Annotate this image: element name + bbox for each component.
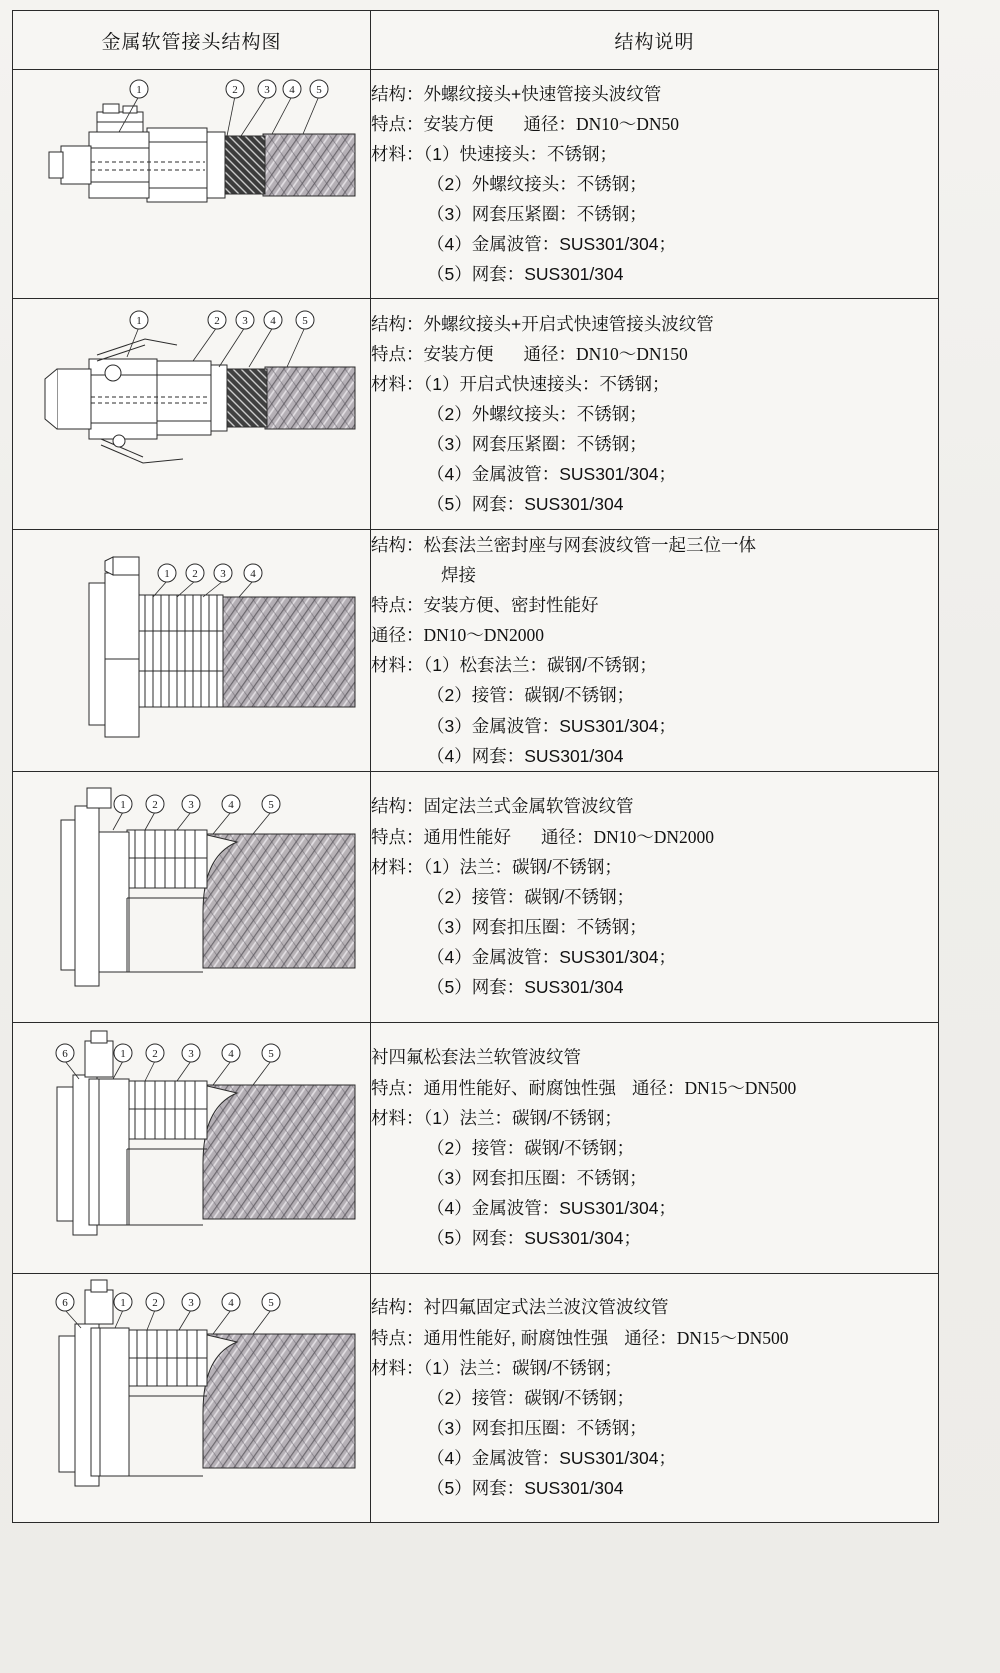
material-label: 材料： [371,1357,424,1378]
description-cell-6 [371,1273,939,1522]
callout-3 [214,564,232,582]
structure-label: 结构： [371,796,424,817]
callout-1 [158,564,176,582]
svg-text:5: 5 [301,315,308,327]
svg-text:4: 4 [227,798,234,811]
structure-value: 松套法兰密封座与网套波纹管一起三位一体 [423,535,756,555]
svg-text:6: 6 [61,1047,68,1060]
material-item: （3）网套压紧圈：不锈钢； [427,204,647,225]
callout-4 [222,795,240,813]
material-label: 材料： [371,373,424,394]
callout-2 [226,80,244,98]
material-item: （4）金属波管：SUS301/304； [427,1447,676,1468]
callout-3 [182,795,200,813]
material-item: （3）网套扣压圈：不锈钢； [427,1417,647,1438]
material-item: （4）金属波管：SUS301/304； [427,234,676,255]
svg-text:4: 4 [227,1296,234,1309]
callout-1 [130,80,148,98]
feature-value: 安装方便、密封性能好 [423,595,599,616]
svg-text:3: 3 [219,568,226,581]
callout-2 [146,795,164,813]
table-row [13,1273,939,1522]
material-item: （2）接管：碳钢/不锈钢； [427,886,635,907]
material-item: （2）接管：碳钢/不锈钢； [427,1387,635,1408]
svg-text:2: 2 [151,1047,158,1060]
material-item: （5）网套：SUS301/304； [427,1227,641,1248]
callout-3 [182,1044,200,1062]
dn-label: 通径： [523,343,576,364]
svg-text:2: 2 [191,568,198,581]
structure-value-cont: 焊接 [441,565,476,586]
svg-text:2: 2 [151,798,158,811]
svg-text:3: 3 [187,1296,194,1309]
structure-label: 结构： [371,1297,424,1318]
callout-6 [56,1044,74,1062]
header-description: 结构说明 [371,11,939,70]
diagram-row-3 [27,539,357,761]
material-item: （2）接管：碳钢/不锈钢； [427,1137,635,1158]
callout-4 [264,311,282,329]
svg-text:3: 3 [187,798,194,811]
material-item: （5）网套：SUS301/304 [427,494,624,515]
feature-label: 特点： [371,1077,424,1098]
material-item: （2）外螺纹接头：不锈钢； [427,403,647,424]
feature-value: 安装方便 [423,113,494,134]
dn-label: 通径： [371,625,424,646]
figure-ptfe-fixed-flange [13,1274,370,1522]
figure-cell-4 [13,771,371,1022]
callout-1 [114,795,132,813]
structure-value: 固定法兰式金属软管波纹管 [423,796,634,817]
svg-text:1: 1 [135,84,142,96]
callout-5 [262,795,280,813]
material-item: （1）法兰：碳钢/不锈钢； [423,1357,622,1378]
svg-text:5: 5 [267,1047,274,1060]
material-label: 材料： [371,1107,424,1128]
callout-2 [208,311,226,329]
figure-cell-3 [13,530,371,772]
svg-text:1: 1 [119,1296,126,1309]
material-item: （3）金属波管：SUS301/304； [427,715,676,736]
dn-label: 通径： [632,1077,685,1098]
structure-value: 外螺纹接头+快速管接头波纹管 [423,83,662,104]
material-item: （1）快速接头：不锈钢； [423,143,617,164]
structure-value: 衬四氟松套法兰软管波纹管 [371,1047,581,1068]
structure-value: 外螺纹接头+开启式快速管接头波纹管 [423,313,714,334]
figure-cell-2 [13,299,371,530]
structure-label: 结构： [371,313,424,334]
callout-4 [222,1293,240,1311]
callout-2 [146,1293,164,1311]
svg-text:4: 4 [227,1047,234,1060]
dn-value: DN10～DN150 [576,343,688,364]
material-item: （4）网套：SUS301/304 [427,745,624,766]
svg-text:1: 1 [119,1047,126,1060]
diagram-row-4 [27,772,357,1022]
svg-text:5: 5 [267,798,274,811]
description-cell-3 [371,530,939,772]
figure-fixed-flange [13,772,370,1022]
feature-label: 特点： [371,1327,424,1348]
feature-label: 特点： [371,826,424,847]
svg-text:2: 2 [213,315,220,327]
callout-5 [262,1044,280,1062]
diagram-row-2 [27,299,357,529]
material-item: （4）金属波管：SUS301/304； [427,464,676,485]
svg-text:5: 5 [315,84,322,96]
callout-4 [283,80,301,98]
material-item: （1）法兰：碳钢/不锈钢； [423,1107,622,1128]
svg-text:3: 3 [187,1047,194,1060]
svg-text:3: 3 [263,84,270,96]
figure-ptfe-loose-flange [13,1023,370,1273]
callout-4 [244,564,262,582]
figure-cell-5 [13,1022,371,1273]
dn-value: DN10～DN2000 [423,625,545,646]
description-cell-1 [371,70,939,299]
figure-cell-1 [13,70,371,299]
material-item: （2）接管：碳钢/不锈钢； [427,685,635,706]
diagram-row-1 [27,70,357,298]
feature-value: 通用性能好 [423,826,511,847]
callout-5 [310,80,328,98]
callout-6 [56,1293,74,1311]
material-item: （5）网套：SUS301/304 [427,264,624,285]
callout-3 [182,1293,200,1311]
material-item: （5）网套：SUS301/304 [427,1477,624,1498]
svg-text:2: 2 [151,1296,158,1309]
material-label: 材料： [371,655,424,676]
dn-value: DN15～DN500 [676,1327,789,1348]
dn-value: DN15～DN500 [684,1077,797,1098]
svg-text:4: 4 [288,84,295,96]
svg-text:2: 2 [231,84,238,96]
feature-value: 通用性能好、耐腐蚀性强 [423,1077,616,1098]
callout-4 [222,1044,240,1062]
diagram-row-6 [27,1274,357,1522]
description-cell-4 [371,771,939,1022]
callout-5 [262,1293,280,1311]
material-item: （1）松套法兰：碳钢/不锈钢； [423,655,657,676]
description-cell-5 [371,1022,939,1273]
feature-value: 通用性能好, 耐腐蚀性强 [423,1327,609,1348]
material-label: 材料： [371,856,424,877]
dn-label: 通径： [523,113,576,134]
callout-2 [146,1044,164,1062]
callout-2 [186,564,204,582]
diagram-row-5 [27,1023,357,1273]
material-item: （2）外螺纹接头：不锈钢； [427,173,647,194]
figure-cell-6 [13,1273,371,1522]
material-label: 材料： [371,143,424,164]
callout-1 [130,311,148,329]
figure-loose-flange [13,539,370,761]
material-item: （1）开启式快速接头：不锈钢； [423,373,670,394]
dn-value: DN10～DN2000 [593,826,715,847]
svg-text:4: 4 [269,315,276,327]
figure-quick-coupling [13,70,370,298]
callout-1 [114,1293,132,1311]
callout-3 [236,311,254,329]
material-item: （1）法兰：碳钢/不锈钢； [423,856,622,877]
svg-text:1: 1 [163,568,170,581]
material-item: （3）网套扣压圈：不锈钢； [427,1167,647,1188]
table-row [13,70,939,299]
feature-label: 特点： [371,343,424,364]
svg-text:4: 4 [249,568,256,581]
feature-value: 安装方便 [423,343,494,364]
material-item: （4）金属波管：SUS301/304； [427,1197,676,1218]
material-item: （5）网套：SUS301/304 [427,976,624,997]
figure-open-quick-coupling [13,299,370,529]
spec-table [12,10,939,1523]
svg-text:1: 1 [135,315,142,327]
callout-5 [296,311,314,329]
material-item: （3）网套扣压圈：不锈钢； [427,916,647,937]
dn-value: DN10～DN50 [576,113,680,134]
structure-value: 衬四氟固定式法兰波汶管波纹管 [423,1297,669,1318]
material-item: （4）金属波管：SUS301/304； [427,946,676,967]
feature-label: 特点： [371,595,424,616]
description-cell-2 [371,299,939,530]
table-header-row [13,11,939,70]
table-row [13,299,939,530]
table-row [13,1022,939,1273]
dn-label: 通径： [541,826,594,847]
svg-text:6: 6 [61,1296,68,1309]
table-row [13,771,939,1022]
callout-1 [114,1044,132,1062]
dn-label: 通径： [624,1327,677,1348]
callout-3 [258,80,276,98]
table-row [13,530,939,772]
svg-text:1: 1 [119,798,126,811]
structure-label: 结构： [371,535,424,555]
svg-text:3: 3 [241,315,248,327]
svg-text:5: 5 [267,1296,274,1309]
structure-label: 结构： [371,83,424,104]
material-item: （3）网套压紧圈：不锈钢； [427,434,647,455]
feature-label: 特点： [371,113,424,134]
header-figure: 金属软管接头结构图 [13,11,371,70]
